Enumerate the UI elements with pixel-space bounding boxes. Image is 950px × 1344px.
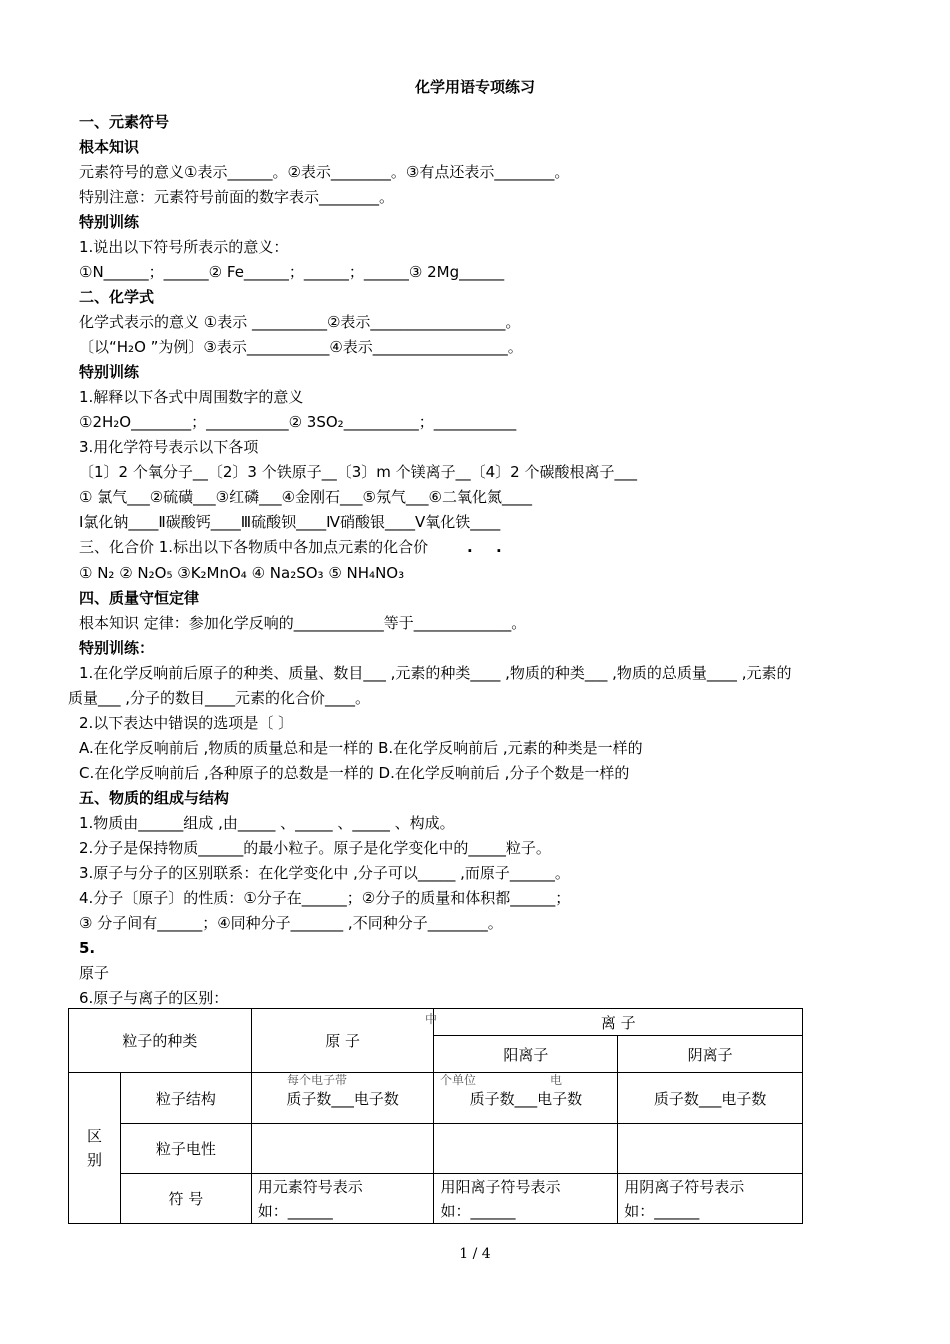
section-heading: 一、元素符号	[79, 113, 170, 131]
row-label: 符 号	[120, 1174, 251, 1224]
section-heading: 五、物质的组成与结构	[79, 789, 230, 807]
text-line: Ⅰ氯化钠____Ⅱ碳酸钙____Ⅲ硫酸钡____Ⅳ硝酸银____Ⅴ氧化铁____	[79, 513, 501, 531]
faint-text: 电	[550, 1073, 563, 1087]
text-line: 1.在化学反响前后原子的种类、质量、数目___ ,元素的种类____ ,物质的种类___ ,物质的总质量____ ,元素的	[79, 664, 792, 682]
text-line: 特别注意：元素符号前面的数字表示________。	[79, 188, 395, 206]
header-particle-kind: 粒子的种类	[69, 1009, 252, 1073]
text-line: 1.物质由______组成 ,由_____ 、_____ 、_____ 、构成。	[79, 814, 455, 832]
text-line: ① 氯气___②硫磺___③红磷___④金刚石___⑤氖气___⑥二氧化氮____	[79, 488, 532, 506]
row-label: 粒子电性	[120, 1124, 251, 1174]
text-line: C.在化学反响前后 ,各种原子的总数是一样的 D.在化学反响前后 ,分子个数是一样的	[79, 764, 630, 782]
text-line: ①N______；______② Fe______；______；______③ 2Mg______	[79, 263, 505, 281]
text-line: 2.分子是保持物质______的最小粒子。原子是化学变化中的_____粒子。	[79, 839, 551, 857]
cell-atom-charge	[251, 1124, 434, 1174]
page-number: 1 / 4	[459, 1246, 491, 1262]
cell-anion-charge	[618, 1124, 803, 1174]
section-heading: 二、化学式	[79, 288, 155, 306]
faint-text: 中	[425, 1012, 438, 1026]
text-line: 质量___ ,分子的数目____元素的化合价____。	[68, 689, 371, 707]
text-line: 原子	[79, 964, 110, 982]
subheading: 特别训练：	[79, 639, 155, 657]
text-line: 1.说出以下符号所表示的意义：	[79, 238, 289, 256]
text-line: ①2H₂O________；___________② 3SO₂__________；___________	[79, 413, 517, 431]
text-line: 6.原子与离子的区别：	[79, 989, 229, 1007]
text-line: A.在化学反响前后 ,物质的质量总和是一样的 B.在化学反响前后 ,元素的种类是一样的	[79, 739, 643, 757]
subheading: 根本知识	[79, 138, 140, 156]
text-line: 3.用化学符号表示以下各项	[79, 438, 259, 456]
text-line: 4.分子〔原子〕的性质：①分子在______；②分子的质量和体积都______；	[79, 889, 571, 907]
atom-ion-table	[68, 1008, 803, 1224]
cell-anion-structure: 质子数___电子数	[618, 1073, 803, 1124]
emphasis-dot: ·	[467, 542, 473, 560]
cell-cation-structure: 质子数___电子数	[434, 1073, 618, 1124]
text-line: 2.以下表达中错误的选项是〔 〕	[79, 714, 294, 732]
section-heading: 四、质量守恒定律	[79, 589, 200, 607]
text-line: ① N₂ ② N₂O₅ ③K₂MnO₄ ④ Na₂SO₃ ⑤ NH₄NO₃	[79, 564, 405, 582]
header-ion: 离 子	[434, 1009, 803, 1036]
subheading: 特别训练	[79, 363, 140, 381]
text-line: 〔以“H₂O ”为例〕③表示___________④表示__________________。	[79, 338, 523, 356]
faint-text: 每个电子带	[287, 1073, 348, 1087]
text-line: 元素符号的意义①表示______。②表示________。③有点还表示________。	[79, 163, 570, 181]
cell-atom-symbol: 用元素符号表示 如：______	[251, 1174, 434, 1224]
text-line: ③ 分子间有______；④同种分子_______ ,不同种分子________。	[79, 914, 503, 932]
difference-label: 区 别	[69, 1073, 121, 1224]
cell-cation-symbol: 用阳离子符号表示 如：______	[434, 1174, 618, 1224]
page-title: 化学用语专项练习	[414, 78, 535, 96]
cell-anion-symbol: 用阴离子符号表示 如：______	[618, 1174, 803, 1224]
subheading: 特别训练	[79, 213, 140, 231]
header-atom: 原 子	[251, 1009, 434, 1073]
emphasis-dot: ·	[496, 542, 502, 560]
faint-text: 个单位	[440, 1073, 477, 1087]
text-line: 1.解释以下各式中周围数字的意义	[79, 388, 304, 406]
text-line: 根本知识 定律：参加化学反响的____________等于_____________。	[79, 614, 527, 632]
section-heading: 三、化合价 1.标出以下各物质中各加点元素的化合价	[79, 538, 429, 556]
text-line: 5.	[79, 939, 96, 957]
text-line: 〔1〕2 个氧分子__〔2〕3 个铁原子__〔3〕m 个镁离子__〔4〕2 个碳酸根离子___	[79, 463, 637, 481]
text-line: 化学式表示的意义 ①表示 __________②表示__________________。	[79, 313, 521, 331]
text-line: 3.原子与分子的区别联系：在化学变化中 ,分子可以_____ ,而原子______。	[79, 864, 570, 882]
row-label: 粒子结构	[120, 1073, 251, 1124]
header-cation: 阳离子	[434, 1036, 618, 1073]
cell-cation-charge	[434, 1124, 618, 1174]
header-anion: 阴离子	[618, 1036, 803, 1073]
cell-atom-structure: 质子数___电子数	[251, 1073, 434, 1124]
